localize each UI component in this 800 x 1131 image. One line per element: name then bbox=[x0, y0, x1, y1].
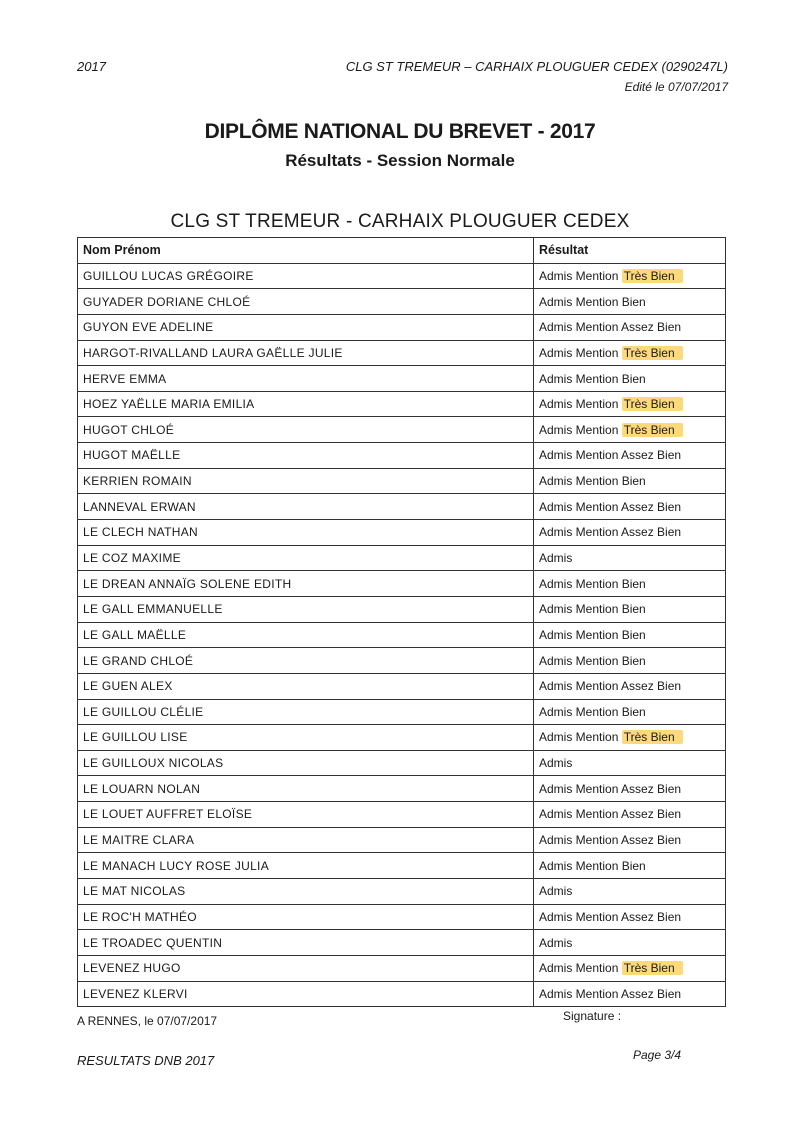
student-name: LE MAT NICOLAS bbox=[78, 879, 534, 905]
table-row bbox=[78, 520, 726, 546]
result-cell bbox=[534, 802, 726, 828]
student-name: LE GUILLOUX NICOLAS bbox=[78, 750, 534, 776]
result-cell bbox=[534, 596, 726, 622]
table-row bbox=[78, 699, 726, 725]
result-text: Admis Mention bbox=[539, 345, 619, 360]
table-row bbox=[78, 366, 726, 392]
table-row bbox=[78, 391, 726, 417]
result-cell bbox=[534, 648, 726, 674]
result-cell bbox=[534, 366, 726, 392]
student-name: LANNEVAL ERWAN bbox=[78, 494, 534, 520]
result-text: Admis bbox=[539, 756, 573, 771]
result-text: Admis Mention Assez Bien bbox=[539, 986, 682, 1001]
mention-highlight: Très Bien bbox=[622, 346, 683, 360]
table-row bbox=[78, 827, 726, 853]
result-text: Admis Mention Bien bbox=[539, 576, 646, 591]
result-text: Admis Mention bbox=[539, 961, 619, 976]
table-row bbox=[78, 802, 726, 828]
result-cell bbox=[534, 289, 726, 315]
result-cell bbox=[534, 853, 726, 879]
table-row bbox=[78, 596, 726, 622]
table-row bbox=[78, 981, 726, 1007]
table-row bbox=[78, 622, 726, 648]
table-row bbox=[78, 545, 726, 571]
column-header-result: Résultat bbox=[534, 238, 726, 264]
result-text: Admis Mention Assez Bien bbox=[539, 781, 682, 796]
student-name: GUILLOU LUCAS GRÉGOIRE bbox=[78, 263, 534, 289]
result-cell bbox=[534, 468, 726, 494]
student-name: GUYADER DORIANE CHLOÉ bbox=[78, 289, 534, 315]
table-row bbox=[78, 494, 726, 520]
table-row bbox=[78, 648, 726, 674]
mention-highlight: Très Bien bbox=[622, 269, 683, 283]
result-cell bbox=[534, 776, 726, 802]
student-name: GUYON EVE ADELINE bbox=[78, 314, 534, 340]
student-name: LE GALL MAËLLE bbox=[78, 622, 534, 648]
table-row bbox=[78, 443, 726, 469]
result-cell bbox=[534, 545, 726, 571]
result-cell bbox=[534, 981, 726, 1007]
signature-label: Signature : bbox=[563, 1009, 622, 1023]
result-text: Admis Mention Bien bbox=[539, 627, 646, 642]
page-number: Page 3/4 bbox=[633, 1048, 682, 1062]
mention-highlight: Très Bien bbox=[622, 961, 683, 975]
result-text: Admis Mention Assez Bien bbox=[539, 525, 682, 540]
result-text: Admis Mention Assez Bien bbox=[539, 320, 682, 335]
student-name: KERRIEN ROMAIN bbox=[78, 468, 534, 494]
table-row bbox=[78, 930, 726, 956]
result-text: Admis Mention Bien bbox=[539, 371, 646, 386]
result-cell bbox=[534, 622, 726, 648]
result-text: Admis bbox=[539, 551, 573, 565]
result-cell bbox=[534, 443, 726, 469]
table-row bbox=[78, 853, 726, 879]
result-cell bbox=[534, 673, 726, 699]
result-text: Admis bbox=[539, 884, 573, 899]
result-cell bbox=[534, 391, 726, 417]
result-text: Admis Mention Assez Bien bbox=[539, 679, 682, 694]
student-name: LE TROADEC QUENTIN bbox=[78, 930, 534, 956]
result-text: Admis Mention Assez Bien bbox=[539, 448, 682, 463]
results-body bbox=[78, 263, 726, 1007]
result-cell bbox=[534, 571, 726, 597]
result-text: Admis Mention bbox=[539, 422, 619, 437]
student-name: LE ROC'H MATHÉO bbox=[78, 904, 534, 930]
student-name: LE MAITRE CLARA bbox=[78, 827, 534, 853]
table-row bbox=[78, 725, 726, 751]
result-cell bbox=[534, 879, 726, 905]
student-name: HOEZ YAËLLE MARIA EMILIA bbox=[78, 391, 534, 417]
table-row bbox=[78, 955, 726, 981]
result-text: Admis Mention bbox=[539, 730, 619, 745]
header-year: 2017 bbox=[77, 59, 106, 74]
student-name: LE GRAND CHLOÉ bbox=[78, 648, 534, 674]
page-subtitle: Résultats - Session Normale bbox=[285, 151, 515, 170]
result-cell bbox=[534, 955, 726, 981]
table-row bbox=[78, 340, 726, 366]
school-heading: CLG ST TREMEUR - CARHAIX PLOUGUER CEDEX bbox=[170, 211, 630, 232]
result-cell bbox=[534, 699, 726, 725]
student-name: LE GUILLOU LISE bbox=[78, 725, 534, 751]
student-name: HUGOT CHLOÉ bbox=[78, 417, 534, 443]
result-text: Admis Mention bbox=[539, 397, 619, 412]
result-cell bbox=[534, 263, 726, 289]
student-name: LE MANACH LUCY ROSE JULIA bbox=[78, 853, 534, 879]
student-name: LE GUEN ALEX bbox=[78, 673, 534, 699]
mention-highlight: Très Bien bbox=[622, 730, 683, 744]
header-school-code: CLG ST TREMEUR – CARHAIX PLOUGUER CEDEX (0290247L) bbox=[345, 59, 728, 74]
student-name: LE GALL EMMANUELLE bbox=[78, 596, 534, 622]
student-name: LE LOUET AUFFRET ELOÏSE bbox=[78, 802, 534, 828]
results-table bbox=[77, 237, 726, 1007]
student-name: LE DREAN ANNAÏG SOLENE EDITH bbox=[78, 571, 534, 597]
result-cell bbox=[534, 750, 726, 776]
table-row bbox=[78, 571, 726, 597]
mention-highlight: Très Bien bbox=[622, 397, 683, 411]
result-text: Admis Mention Bien bbox=[539, 474, 646, 489]
column-header-name: Nom Prénom bbox=[78, 238, 534, 264]
table-row bbox=[78, 750, 726, 776]
table-row bbox=[78, 673, 726, 699]
result-text: Admis Mention Assez Bien bbox=[539, 909, 682, 924]
student-name: HARGOT-RIVALLAND LAURA GAËLLE JULIE bbox=[78, 340, 534, 366]
student-name: LE LOUARN NOLAN bbox=[78, 776, 534, 802]
result-cell bbox=[534, 494, 726, 520]
student-name: HERVE EMMA bbox=[78, 366, 534, 392]
student-name: LEVENEZ KLERVI bbox=[78, 981, 534, 1007]
table-row bbox=[78, 263, 726, 289]
result-text: Admis Mention Bien bbox=[539, 653, 646, 668]
result-text: Admis Mention Bien bbox=[539, 858, 646, 873]
student-name: LE CLECH NATHAN bbox=[78, 520, 534, 546]
result-text: Admis Mention Assez Bien bbox=[539, 499, 682, 514]
result-cell bbox=[534, 827, 726, 853]
table-row bbox=[78, 879, 726, 905]
footer-title: RESULTATS DNB 2017 bbox=[77, 1053, 215, 1068]
result-cell bbox=[534, 904, 726, 930]
table-row bbox=[78, 468, 726, 494]
result-cell bbox=[534, 725, 726, 751]
result-cell bbox=[534, 417, 726, 443]
table-row bbox=[78, 904, 726, 930]
table-row bbox=[78, 776, 726, 802]
student-name: LE GUILLOU CLÉLIE bbox=[78, 699, 534, 725]
result-text: Admis Mention Bien bbox=[539, 294, 646, 309]
student-name: HUGOT MAËLLE bbox=[78, 443, 534, 469]
table-row bbox=[78, 417, 726, 443]
header-edit-date: Edité le 07/07/2017 bbox=[624, 80, 728, 94]
result-text: Admis Mention Bien bbox=[539, 704, 646, 719]
page-title: DIPLÔME NATIONAL DU BREVET - 2017 bbox=[204, 120, 596, 143]
result-text: Admis Mention Assez Bien bbox=[539, 807, 682, 822]
result-cell bbox=[534, 930, 726, 956]
table-row bbox=[78, 314, 726, 340]
result-cell bbox=[534, 520, 726, 546]
place-date: A RENNES, le 07/07/2017 bbox=[77, 1014, 218, 1028]
result-text: Admis Mention bbox=[539, 268, 619, 283]
result-cell bbox=[534, 314, 726, 340]
table-header-row bbox=[78, 238, 726, 264]
student-name: LE COZ MAXIME bbox=[78, 545, 534, 571]
table-row bbox=[78, 289, 726, 315]
student-name: LEVENEZ HUGO bbox=[78, 955, 534, 981]
result-text: Admis bbox=[539, 935, 573, 950]
mention-highlight: Très Bien bbox=[622, 423, 683, 437]
result-text: Admis Mention Assez Bien bbox=[539, 833, 682, 848]
result-cell bbox=[534, 340, 726, 366]
result-text: Admis Mention Bien bbox=[539, 602, 646, 617]
